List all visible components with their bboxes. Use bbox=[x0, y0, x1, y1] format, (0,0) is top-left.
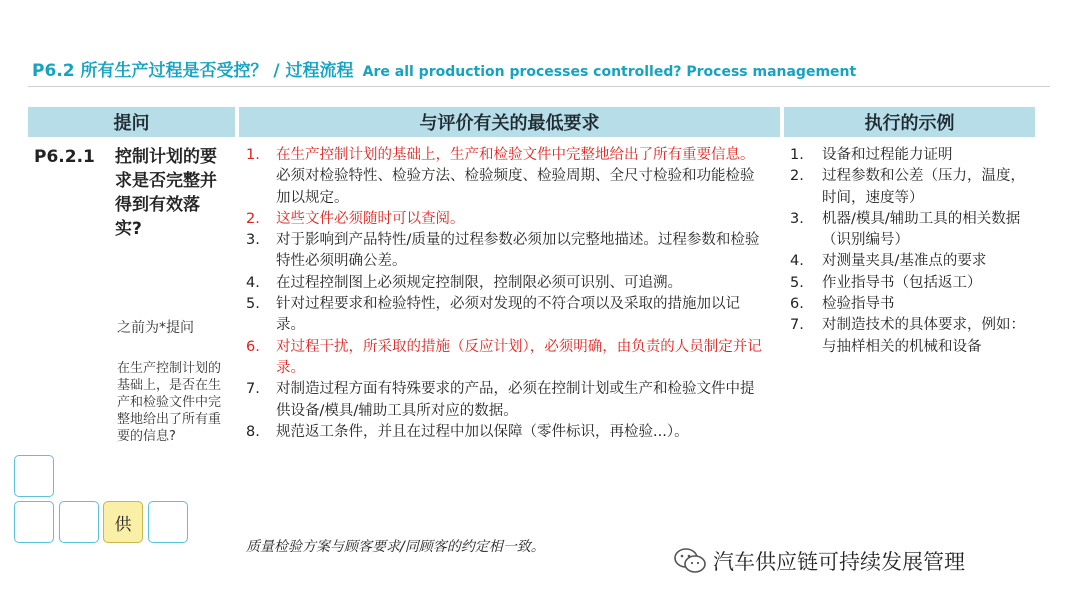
example-text: 对制造技术的具体要求，例如：与抽样相关的机械和设备 bbox=[822, 317, 1025, 355]
wechat-icon bbox=[673, 547, 707, 575]
example-item bbox=[790, 294, 1030, 315]
footer-note: 质量检验方案与顾客要求/同顾客的约定相一致。 bbox=[246, 539, 545, 555]
requirement-item bbox=[246, 422, 766, 443]
previous-label: 之前为*提问 bbox=[117, 320, 194, 336]
requirement-item bbox=[246, 145, 766, 209]
examples-list bbox=[790, 145, 1030, 358]
example-text: 作业指导书（包括返工） bbox=[822, 274, 982, 291]
requirement-number: 1. bbox=[246, 147, 260, 163]
requirement-text: 在过程控制图上必须规定控制限，控制限必须可识别、可追溯。 bbox=[276, 274, 682, 291]
example-number: 7. bbox=[790, 317, 804, 334]
question-id: P6.2.1 bbox=[34, 147, 95, 167]
flow-box bbox=[59, 501, 99, 543]
watermark bbox=[673, 544, 965, 578]
previous-question: 在生产控制计划的基础上，是否在生产和检验文件中完整地给出了所有重要的信息? bbox=[117, 361, 222, 444]
requirement-text: 在生产控制计划的基础上，生产和检验文件中完整地给出了所有重要信息。 bbox=[276, 147, 755, 163]
requirements-list bbox=[246, 145, 766, 443]
header-examples: 执行的示例 bbox=[784, 107, 1035, 137]
flow-box bbox=[14, 455, 54, 497]
requirement-number: 3. bbox=[246, 232, 260, 249]
example-number: 5. bbox=[790, 274, 804, 291]
example-item bbox=[790, 145, 1030, 166]
question-text: 控制计划的要求是否完整并得到有效落实? bbox=[115, 147, 217, 239]
example-text: 机器/模具/辅助工具的相关数据（识别编号） bbox=[822, 210, 1021, 249]
title-divider bbox=[28, 86, 1050, 87]
requirement-item bbox=[246, 273, 766, 294]
flow-box bbox=[148, 501, 188, 543]
example-item bbox=[790, 166, 1030, 209]
header-requirements: 与评价有关的最低要求 bbox=[239, 107, 780, 137]
requirement-item bbox=[246, 294, 766, 337]
example-text: 设备和过程能力证明 bbox=[822, 147, 953, 163]
requirement-text: 对制造过程方面有特殊要求的产品，必须在控制计划或生产和检验文件中提供设备/模具/辅助工具所对应的数据。 bbox=[276, 381, 755, 419]
title-english: Are all production processes controlled? Process management bbox=[362, 64, 857, 80]
requirement-text: 这些文件必须随时可以查阅。 bbox=[276, 210, 465, 227]
requirement-number: 4. bbox=[246, 274, 260, 291]
requirement-number: 5. bbox=[246, 296, 260, 313]
requirement-item bbox=[246, 337, 766, 380]
example-item bbox=[790, 315, 1030, 358]
example-text: 检验指导书 bbox=[822, 296, 895, 313]
requirement-number: 8. bbox=[246, 423, 260, 440]
example-item bbox=[790, 209, 1030, 252]
requirement-text: 对于影响到产品特性/质量的过程参数必须加以完整地描述。过程参数和检验特性必须明确公差。 bbox=[276, 232, 760, 270]
example-item bbox=[790, 273, 1030, 294]
flow-box bbox=[14, 501, 54, 543]
requirement-number: 2. bbox=[246, 210, 260, 227]
watermark-text: 汽车供应链可持续发展管理 bbox=[713, 550, 965, 574]
requirement-text: 规范返工条件，并且在过程中加以保障（零件标识，再检验...）。 bbox=[276, 423, 689, 440]
requirement-number: 6. bbox=[246, 338, 260, 355]
requirement-number: 7. bbox=[246, 381, 260, 398]
requirement-text: 对过程干扰，所采取的措施（反应计划），必须明确，由负责的人员制定并记录。 bbox=[276, 338, 762, 376]
requirement-item bbox=[246, 230, 766, 273]
example-item bbox=[790, 251, 1030, 272]
title-main: P6.2 所有生产过程是否受控？ / 过程流程 bbox=[32, 61, 354, 81]
supplier-box: 供 bbox=[103, 501, 143, 543]
example-text: 对测量夹具/基准点的要求 bbox=[822, 253, 987, 270]
header-question: 提问 bbox=[28, 107, 235, 137]
slide-title bbox=[32, 56, 1042, 86]
requirement-item bbox=[246, 379, 766, 422]
requirement-item bbox=[246, 209, 766, 230]
example-number: 2. bbox=[790, 168, 804, 185]
requirement-text: 针对过程要求和检验特性，必须对发现的不符合项以及采取的措施加以记录。 bbox=[276, 296, 740, 334]
requirement-text-cont: 必须对检验特性、检验方法、检验频度、检验周期、全尺寸检验和功能检验加以规定。 bbox=[276, 168, 755, 206]
example-text: 过程参数和公差（压力，温度，时间，速度等） bbox=[822, 168, 1025, 206]
example-number: 3. bbox=[790, 210, 804, 227]
example-number: 4. bbox=[790, 253, 804, 270]
example-number: 1. bbox=[790, 147, 804, 163]
example-number: 6. bbox=[790, 296, 804, 313]
